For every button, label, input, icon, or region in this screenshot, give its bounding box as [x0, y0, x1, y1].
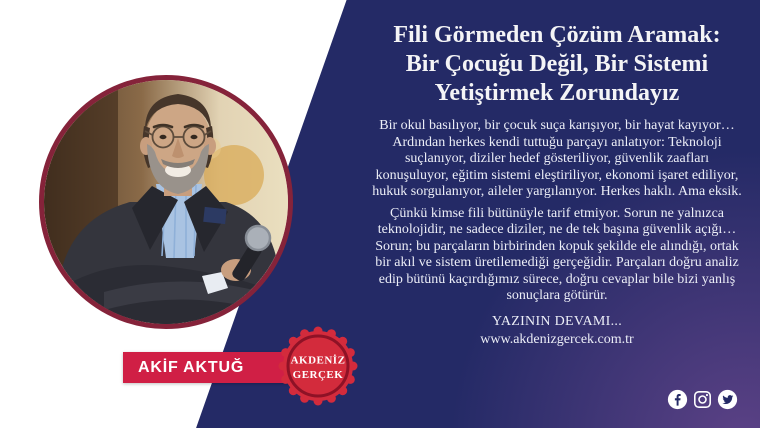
article-footer — [372, 313, 742, 349]
paragraph-2: Çünkü kimse fili bütünüyle tarif etmiyor. Sorun ne yalnızca teknolojidir, ne sadece diziler, ne de tek başına güvenlik açığı… Sorun; bu parçaların birbirinden kopuk şekilde ele alındığı, ortak bir akıl ve sistem üretilemediği gerçeğidir. Parçaları doğru analiz edip bütünü kaçırdığımız sürece, doğru cevaplar bile bizi yanlış sonuçlara götürür. — [375, 205, 739, 303]
akdeniz-gercek-badge — [278, 326, 358, 406]
read-more-label: YAZININ DEVAMI... — [491, 313, 623, 329]
article-column — [372, 0, 742, 428]
portrait-illustration — [44, 80, 288, 324]
article-title — [372, 21, 742, 108]
author-name: AKİF AKTUĞ — [138, 358, 245, 376]
website-url: www.akdenizgercek.com.tr — [480, 331, 634, 347]
twitter-icon[interactable] — [717, 389, 738, 410]
title-line-2: Bir Çocuğu Değil, Bir Sistemi — [405, 51, 709, 77]
svg-text:GERÇEK: GERÇEK — [292, 369, 344, 381]
seal-icon — [278, 326, 358, 406]
article-body — [372, 118, 742, 305]
title-line-1: Fili Görmeden Çözüm Aramak: — [393, 22, 721, 48]
instagram-icon[interactable] — [692, 389, 713, 410]
paragraph-1: Bir okul basılıyor, bir çocuk suça karışıyor, bir hayat kayıyor… Ardından herkes kendi tuttuğu parçayı anlatıyor: Teknoloji suçlanıyor, diziler hedef gösteriliyor, güvenlik zaafları konuşuluyor, eğitim sistemi eleştiriliyor, ekonomi işaret ediliyor, hukuk sorgulanıyor, aileler yargılanıyor. Herkes haklı. Ama eksik. — [372, 118, 742, 199]
title-line-3: Yetiştirmek Zorundayız — [434, 80, 680, 106]
social-icons-row — [667, 389, 738, 410]
akif-aktug-photo — [39, 75, 293, 329]
svg-text:AKDENİZ: AKDENİZ — [290, 354, 346, 367]
facebook-icon[interactable] — [667, 389, 688, 410]
